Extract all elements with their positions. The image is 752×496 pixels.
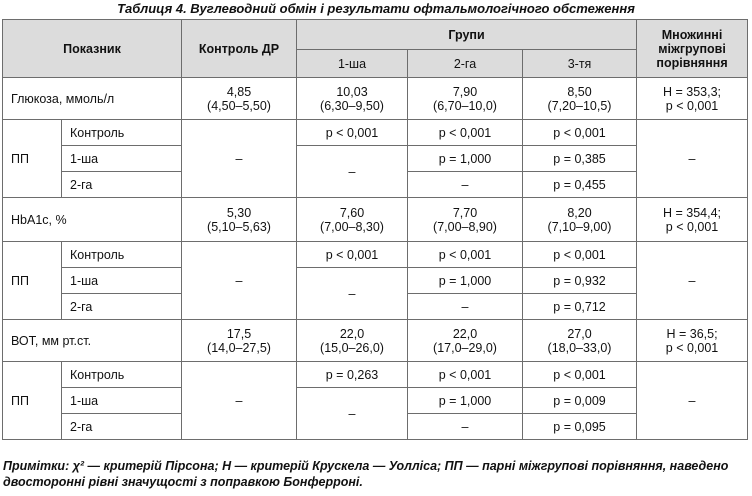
pp-label: ПП (3, 242, 62, 320)
group3-cell: 8,20 (7,10–9,00) (523, 198, 637, 242)
pp-name: Контроль (62, 362, 182, 388)
pp-g1-dash: – (297, 388, 408, 440)
pp-g1: p = 0,263 (297, 362, 408, 388)
pp-g2: p = 1,000 (408, 146, 523, 172)
pp-g1-dash: – (297, 146, 408, 198)
pp-mult-dash: – (637, 120, 748, 198)
indicator-label: ВОТ, мм рт.ст. (3, 320, 182, 362)
pp-g3: p = 0,455 (523, 172, 637, 198)
multiple-cell: H = 353,3; p < 0,001 (637, 78, 748, 120)
main-row-hba1c (3, 198, 748, 242)
table-notes: Примітки: χ² — критерій Пірсона; H — критерій Крускела — Уолліса; ПП — парні міжгрупові порівняння, наведено двосторонні рівні значущості з поправкою Бонферроні. (3, 459, 729, 489)
pp-g1-dash: – (297, 268, 408, 320)
indicator-label: Глюкоза, ммоль/л (3, 78, 182, 120)
pp-g2: p = 1,000 (408, 268, 523, 294)
pp-control-dash: – (182, 120, 297, 198)
header-control: Контроль ДР (182, 20, 297, 78)
pp-g3: p < 0,001 (523, 120, 637, 146)
pp-name: 1-ша (62, 146, 182, 172)
control-cell: 5,30 (5,10–5,63) (182, 198, 297, 242)
pp-row-control (3, 120, 748, 146)
group3-cell: 8,50 (7,20–10,5) (523, 78, 637, 120)
control-cell: 4,85 (4,50–5,50) (182, 78, 297, 120)
pp-g3: p = 0,932 (523, 268, 637, 294)
group2-cell: 22,0 (17,0–29,0) (408, 320, 523, 362)
group1-cell: 22,0 (15,0–26,0) (297, 320, 408, 362)
header-group-1: 1-ша (297, 50, 408, 78)
multiple-cell: H = 36,5; p < 0,001 (637, 320, 748, 362)
pp-g1: p < 0,001 (297, 242, 408, 268)
pp-name: 2-га (62, 172, 182, 198)
pp-g2: p < 0,001 (408, 242, 523, 268)
pp-name: Контроль (62, 242, 182, 268)
group2-cell: 7,90 (6,70–10,0) (408, 78, 523, 120)
header-multiple: Множинні міжгрупові порівняння (637, 20, 748, 78)
pp-g2: p < 0,001 (408, 120, 523, 146)
pp-mult-dash: – (637, 362, 748, 440)
pp-g3: p < 0,001 (523, 242, 637, 268)
group3-cell: 27,0 (18,0–33,0) (523, 320, 637, 362)
pp-g2: p < 0,001 (408, 362, 523, 388)
pp-name: 1-ша (62, 388, 182, 414)
pp-row-group1 (3, 388, 748, 414)
multiple-cell: H = 354,4; p < 0,001 (637, 198, 748, 242)
header-row-1 (3, 20, 748, 50)
pp-g1: p < 0,001 (297, 120, 408, 146)
pp-label: ПП (3, 120, 62, 198)
pp-row-group1 (3, 268, 748, 294)
table-caption: Таблиця 4. Вуглеводний обмін і результати офтальмологічного обстеження (117, 1, 635, 16)
pp-name: 2-га (62, 294, 182, 320)
pp-name: 2-га (62, 414, 182, 440)
pp-control-dash: – (182, 362, 297, 440)
header-group-2: 2-га (408, 50, 523, 78)
pp-row-group1 (3, 146, 748, 172)
pp-mult-dash: – (637, 242, 748, 320)
pp-g2: p = 1,000 (408, 388, 523, 414)
pp-g2: – (408, 294, 523, 320)
header-indicator: Показник (3, 20, 182, 78)
control-cell: 17,5 (14,0–27,5) (182, 320, 297, 362)
results-table (2, 19, 748, 440)
header-group-3: 3-тя (523, 50, 637, 78)
pp-name: 1-ша (62, 268, 182, 294)
main-row-iop (3, 320, 748, 362)
pp-row-control (3, 362, 748, 388)
pp-control-dash: – (182, 242, 297, 320)
pp-g3: p = 0,009 (523, 388, 637, 414)
pp-g2: – (408, 172, 523, 198)
main-row-glucose (3, 78, 748, 120)
pp-g3: p < 0,001 (523, 362, 637, 388)
pp-g3: p = 0,385 (523, 146, 637, 172)
pp-name: Контроль (62, 120, 182, 146)
pp-g3: p = 0,095 (523, 414, 637, 440)
pp-g3: p = 0,712 (523, 294, 637, 320)
group1-cell: 7,60 (7,00–8,30) (297, 198, 408, 242)
indicator-label: HbA1c, % (3, 198, 182, 242)
pp-row-control (3, 242, 748, 268)
pp-g2: – (408, 414, 523, 440)
header-groups: Групи (297, 20, 637, 50)
pp-label: ПП (3, 362, 62, 440)
group1-cell: 10,03 (6,30–9,50) (297, 78, 408, 120)
group2-cell: 7,70 (7,00–8,90) (408, 198, 523, 242)
